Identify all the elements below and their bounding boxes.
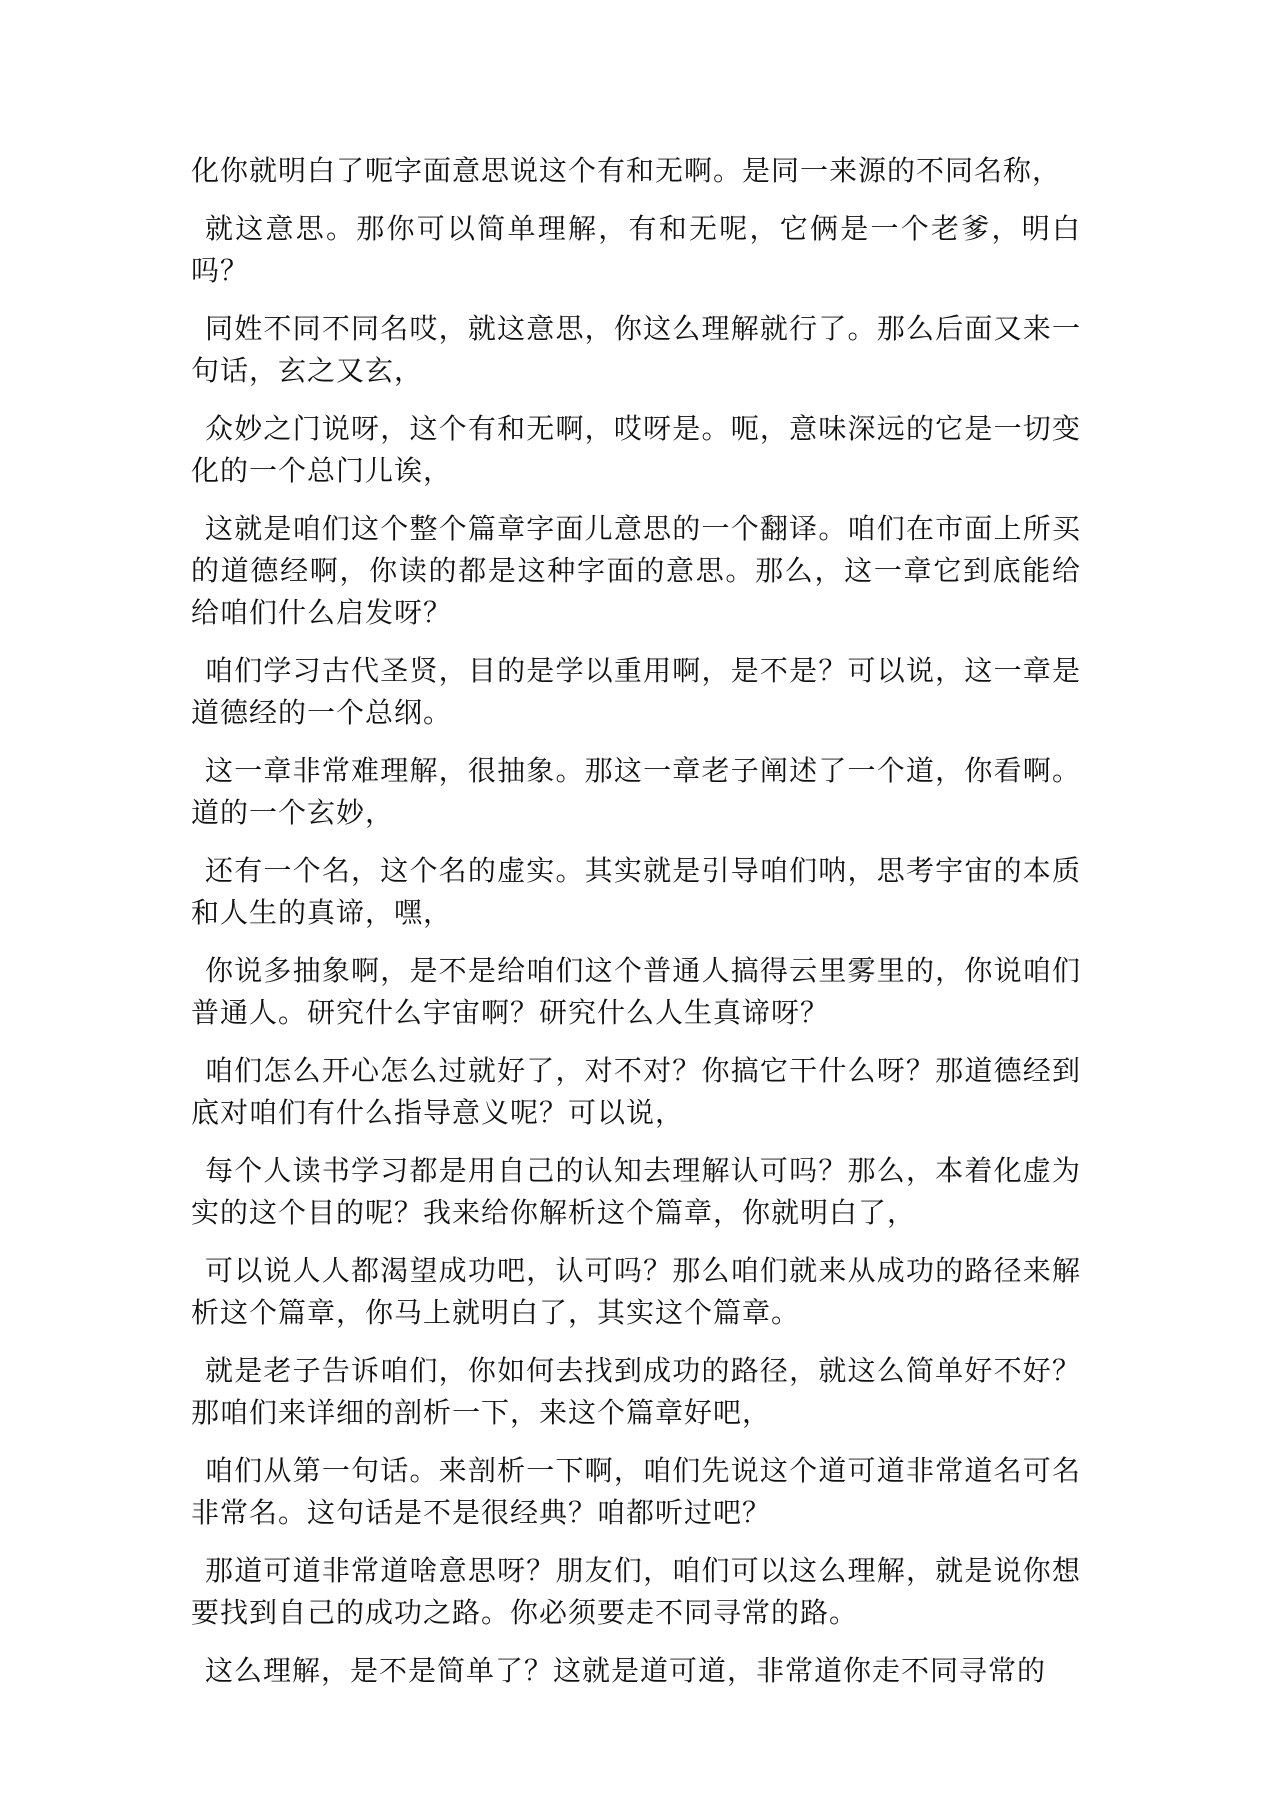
paragraph: 咱们从第一句话。来剖析一下啊，咱们先说这个道可道非常道名可名非常名。这句话是不是很经典？咱都听过吧？	[191, 1454, 1081, 1529]
paragraph: 咱们学习古代圣贤，目的是学以重用啊，是不是？可以说，这一章是道德经的一个总纲。	[191, 654, 1081, 729]
paragraph: 同姓不同不同名哎，就这意思，你这么理解就行了。那么后面又来一句话，玄之又玄，	[191, 312, 1081, 387]
document-body	[191, 150, 1081, 1708]
paragraph: 就这意思。那你可以简单理解，有和无呢，它俩是一个老爹，明白吗？	[191, 212, 1081, 287]
paragraph: 你说多抽象啊，是不是给咱们这个普通人搞得云里雾里的，你说咱们普通人。研究什么宇宙啊？研究什么人生真谛呀？	[191, 954, 1081, 1029]
paragraph: 化你就明白了呃字面意思说这个有和无啊。是同一来源的不同名称，	[191, 154, 1062, 187]
paragraph: 就是老子告诉咱们，你如何去找到成功的路径，就这么简单好不好？那咱们来详细的剖析一下，来这个篇章好吧，	[191, 1354, 1081, 1429]
paragraph: 这一章非常难理解，很抽象。那这一章老子阐述了一个道，你看啊。道的一个玄妙，	[191, 754, 1081, 829]
paragraph: 这么理解，是不是简单了？这就是道可道，非常道你走不同寻常的	[205, 1654, 1047, 1687]
paragraph: 每个人读书学习都是用自己的认知去理解认可吗？那么，本着化虚为实的这个目的呢？我来给你解析这个篇章，你就明白了，	[191, 1154, 1081, 1229]
paragraph: 可以说人人都渴望成功吧，认可吗？那么咱们就来从成功的路径来解析这个篇章，你马上就明白了，其实这个篇章。	[191, 1254, 1081, 1329]
paragraph: 咱们怎么开心怎么过就好了，对不对？你搞它干什么呀？那道德经到底对咱们有什么指导意义呢？可以说，	[191, 1054, 1081, 1129]
paragraph: 众妙之门说呀，这个有和无啊，哎呀是。呃，意味深远的它是一切变化的一个总门儿诶，	[191, 412, 1081, 487]
paragraph: 这就是咱们这个整个篇章字面儿意思的一个翻译。咱们在市面上所买的道德经啊，你读的都是这种字面的意思。那么，这一章它到底能给给咱们什么启发呀？	[191, 512, 1081, 629]
paragraph: 那道可道非常道啥意思呀？朋友们，咱们可以这么理解，就是说你想要找到自己的成功之路。你必须要走不同寻常的路。	[191, 1554, 1081, 1629]
paragraph: 还有一个名，这个名的虚实。其实就是引导咱们呐，思考宇宙的本质和人生的真谛，嘿，	[191, 854, 1081, 929]
